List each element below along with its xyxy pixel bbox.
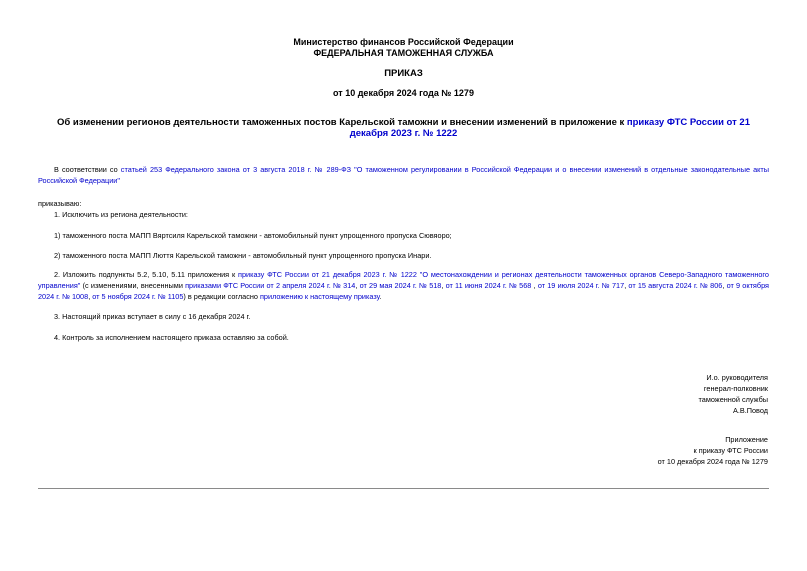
signature-rank: генерал-полковник — [703, 384, 768, 393]
preamble-text: В соответствии со — [54, 165, 121, 174]
document-title — [38, 117, 769, 139]
item-2 — [38, 269, 769, 302]
signature-service: таможенной службы — [698, 395, 768, 404]
item-2-text-8: , — [88, 292, 93, 301]
service-name: ФЕДЕРАЛЬНАЯ ТАМОЖЕННАЯ СЛУЖБА — [313, 48, 494, 58]
order-1008-link[interactable]: от 9 октября 2024 г. № 1008 — [38, 281, 769, 301]
item-1-2: 2) таможенного поста МАПП Люття Карельской таможни - автомобильный пункт упрощенного пропуска Инари. — [54, 251, 432, 260]
signature-name: А.В.Повод — [732, 406, 768, 415]
appendix-title: Приложение — [725, 435, 768, 444]
item-2-text-4: , — [441, 281, 446, 290]
preamble-paragraph — [38, 164, 769, 186]
item-4: 4. Контроль за исполнением настоящего приказа оставляю за собой. — [54, 333, 289, 342]
item-2-text-9: ) в редакции согласно — [183, 292, 260, 301]
order-717-link[interactable]: от 19 июля 2024 г. № 717 — [537, 281, 625, 290]
appendix-order-ref: к приказу ФТС России — [693, 446, 768, 455]
appendix-link[interactable]: приложению к настоящему приказу — [259, 292, 380, 301]
order-314-link[interactable]: приказами ФТС России от 2 апреля 2024 г. № 314 — [185, 281, 356, 290]
horizontal-divider — [38, 488, 769, 489]
item-1-1: 1) таможенного поста МАПП Вяртсиля Карельской таможни - автомобильный пункт упрощенного пропуска Сювяоро; — [54, 231, 452, 240]
item-1: 1. Исключить из региона деятельности: — [54, 210, 188, 219]
item-2-text-3: , — [355, 281, 360, 290]
item-2-text-6: , — [624, 281, 629, 290]
item-2-text-7: , — [722, 281, 727, 290]
ministry-name: Министерство финансов Российской Федерации — [293, 37, 514, 47]
signature-position: И.о. руководителя — [706, 373, 768, 382]
order-806-link[interactable]: от 15 августа 2024 г. № 806 — [628, 281, 723, 290]
item-2-text-2: (с изменениями, внесенными — [80, 281, 186, 290]
order-1222-link[interactable]: приказу ФТС России от 21 декабря 2023 г. № 1222 "О местонахождении и регионах деятельности таможенных органов Северо-Западного таможенного управления" — [38, 270, 769, 290]
item-2-text-10: . — [379, 292, 382, 301]
title-link[interactable]: приказу ФТС России от 21 декабря 2023 г. № 1222 — [349, 117, 750, 139]
federal-law-link[interactable]: статьей 253 Федерального закона от 3 августа 2018 г. № 289-ФЗ "О таможенном регулировании в Российской Федерации и о внесении изменений в отдельные законодательные акты Российской Федерации" — [38, 165, 770, 185]
signature-block — [699, 372, 769, 416]
document-date-number: от 10 декабря 2024 года № 1279 — [333, 88, 474, 98]
order-1105-link[interactable]: от 5 ноября 2024 г. № 1105 — [92, 292, 184, 301]
order-word: приказываю: — [38, 199, 82, 208]
item-2-text-5: , — [531, 281, 538, 290]
order-518-link[interactable]: от 29 мая 2024 г. № 518 — [359, 281, 442, 290]
document-type: ПРИКАЗ — [384, 68, 423, 79]
item-3: 3. Настоящий приказ вступает в силу с 16 декабря 2024 г. — [54, 312, 251, 321]
item-2-text-1: 2. Изложить подпункты 5.2, 5.10, 5.11 приложения к — [54, 270, 238, 279]
appendix-date-number: от 10 декабря 2024 года № 1279 — [657, 457, 768, 466]
title-text: Об изменении регионов деятельности таможенных постов Карельской таможни и внесении изменений в приложение к — [57, 117, 627, 128]
appendix-header — [658, 434, 768, 467]
order-568-link[interactable]: от 11 июня 2024 г. № 568 — [445, 281, 532, 290]
